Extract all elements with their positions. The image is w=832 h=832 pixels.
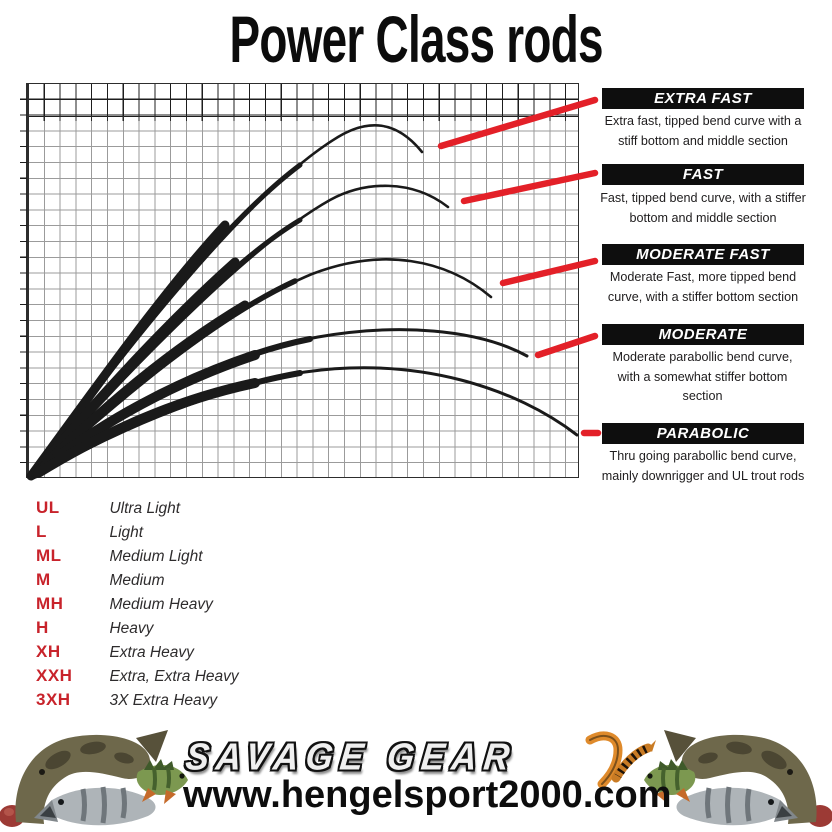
legend-row-xxh [36,664,239,688]
callout-box-fast: FAST [602,164,804,185]
fish-art-left [0,726,193,832]
legend-row-ml [36,544,239,568]
perch-fin [164,790,176,804]
legend-code: L [36,522,47,541]
zander-bar [748,789,750,821]
legend-row-l [36,520,239,544]
zander-eye [58,799,64,805]
big-fish-eye [787,769,793,775]
connector-fast [464,173,595,201]
legend-row-m [36,568,239,592]
footer-banner [0,726,832,832]
legend-label: Medium Heavy [109,596,213,613]
legend-label: Medium Light [109,548,203,565]
legend-label: Extra, Extra Heavy [109,668,239,685]
legend-label: 3X Extra Heavy [109,692,218,709]
callout-desc-extra-fast: Extra fast, tipped bend curve with a stiff bottom and middle section [604,114,802,148]
callout-desc-fast: Fast, tipped bend curve, with a stiffer bottom and middle section [600,191,806,225]
perch-bar [677,768,678,790]
legend-label: Heavy [109,620,154,637]
brand-wordmark: SAVAGE GEAR [183,736,519,779]
connector-moderate-fast [503,261,595,283]
callout-desc-parabolic: Thru going parabollic bend curve, mainly downrigger and UL trout rods [601,449,805,483]
legend-code: H [36,618,49,637]
page-title: Power Class rods [229,3,603,77]
legend-row-xh [36,640,239,664]
legend-code: XXH [36,666,73,685]
legend-row-h [36,616,239,640]
perch-bar [168,768,169,788]
zander-bar [123,788,125,818]
bend-curves [30,125,577,477]
legend-code: MH [36,594,64,613]
red-lure-hl [4,808,14,816]
website-link[interactable]: www.hengelsport2000.com [183,774,672,816]
callout-box-extra-fast: EXTRA FAST [602,88,804,109]
legend-row-3xh [36,688,239,712]
legend-code: 3XH [36,690,71,709]
legend-row-ul [36,496,239,520]
legend-code: XH [36,642,61,661]
connector-moderate [538,336,595,355]
zander-bar [708,788,710,818]
callout-box-moderate: MODERATE [602,324,804,345]
power-class-legend [36,496,239,712]
zander-bar [728,787,730,823]
red-connectors [441,100,598,433]
callout-box-moderate-fast: MODERATE FAST [602,244,804,265]
legend-code: UL [36,498,60,517]
callout-desc-moderate-fast: Moderate Fast, more tipped bend curve, with a stiffer bottom section [607,270,799,304]
callout-box-parabolic: PARABOLIC [602,423,804,444]
legend-label: Ultra Light [109,500,181,517]
callout-desc-moderate: Moderate parabollic bend curve, with a somewhat stiffer bottom section [612,350,793,403]
zander-eye [768,799,774,805]
legend-label: Extra Heavy [109,644,194,661]
legend-row-mh [36,592,239,616]
legend-code: ML [36,546,62,565]
legend-label: Medium [109,572,165,589]
legend-label: Light [109,524,144,541]
perch-bar [154,768,155,790]
zander-bar [83,789,85,821]
big-fish-eye [39,769,45,775]
zander-bar [103,787,105,823]
legend-code: M [36,570,51,589]
connector-extra-fast [441,100,595,146]
